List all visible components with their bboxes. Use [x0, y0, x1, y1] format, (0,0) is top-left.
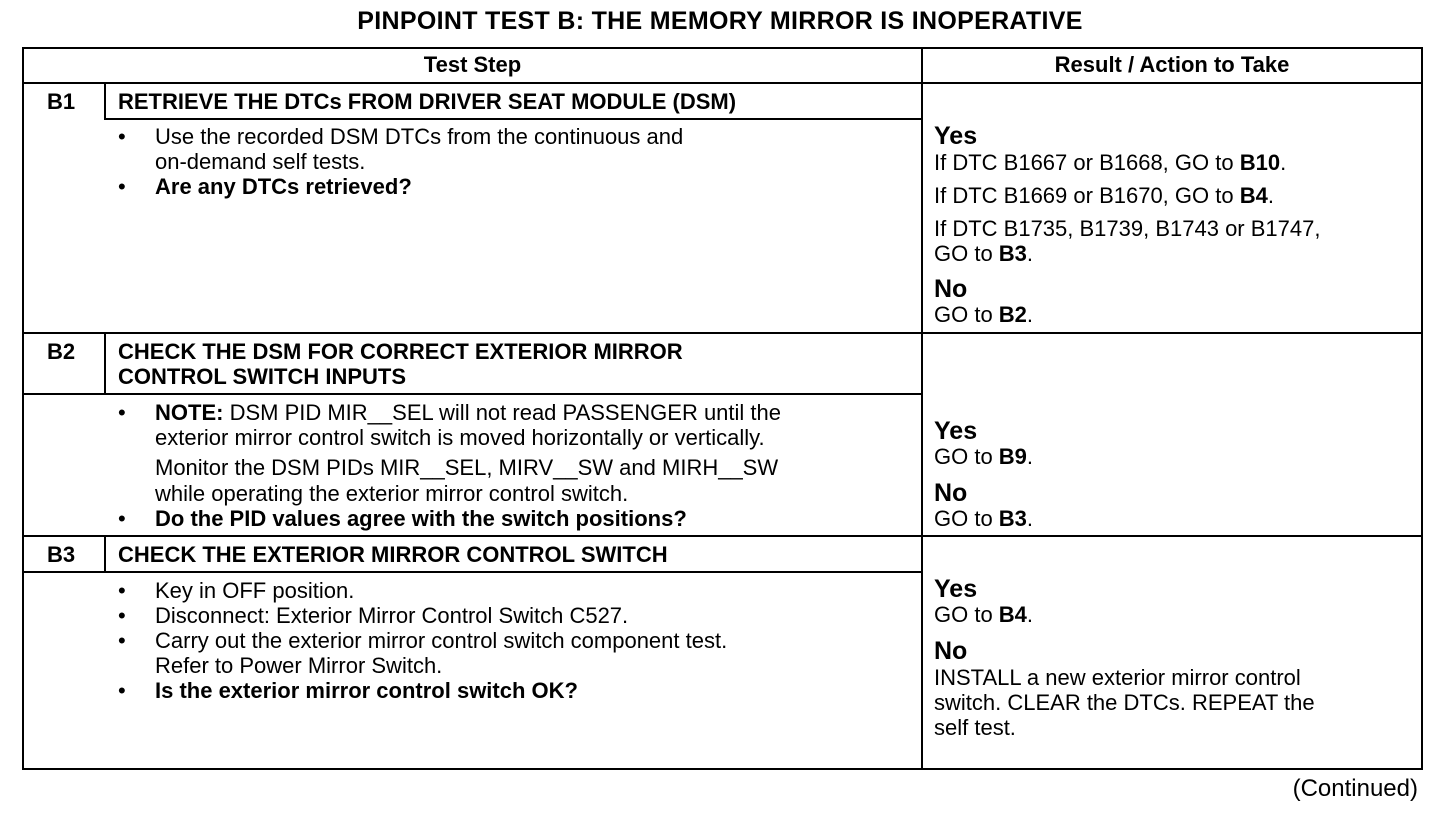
step-id-divider — [104, 84, 106, 120]
step-instruction: on-demand self tests. — [155, 149, 366, 174]
bullet: • — [118, 506, 126, 531]
step-id: B3 — [47, 542, 76, 567]
step-instruction: Carry out the exterior mirror control switch component test. — [155, 628, 728, 653]
result-no-action: switch. CLEAR the DTCs. REPEAT the — [934, 690, 1315, 715]
result-yes-action: If DTC B1735, B1739, B1743 or B1747, — [934, 216, 1321, 241]
bullet: • — [118, 678, 126, 703]
continued-note: (Continued) — [1292, 775, 1418, 802]
result-no-action: GO to B2. — [934, 302, 1034, 327]
result-yes-action: GO to B3. — [934, 241, 1034, 266]
step-instruction: while operating the exterior mirror control switch. — [155, 481, 629, 506]
step-instruction: Refer to Power Mirror Switch. — [155, 653, 443, 678]
bullet: • — [118, 174, 126, 199]
step-heading: RETRIEVE THE DTCs FROM DRIVER SEAT MODULE (DSM) — [118, 89, 737, 114]
bullet: • — [118, 400, 126, 425]
step-id-divider — [104, 334, 106, 395]
result-no-action: self test. — [934, 715, 1016, 740]
step-instruction: Key in OFF position. — [155, 578, 355, 603]
step-heading: CONTROL SWITCH INPUTS — [118, 364, 407, 389]
step-id-divider — [104, 537, 106, 573]
step-question: Do the PID values agree with the switch positions? — [155, 506, 687, 531]
result-no-label: No — [934, 275, 968, 303]
result-no-label: No — [934, 637, 968, 665]
column-header-result: Result / Action to Take — [1054, 52, 1290, 77]
bullet: • — [118, 603, 126, 628]
step-instruction: Use the recorded DSM DTCs from the continuous and — [155, 124, 684, 149]
result-no-action: GO to B3. — [934, 506, 1034, 531]
step-note: NOTE: DSM PID MIR__SEL will not read PASSENGER until the — [155, 400, 781, 425]
header-divider — [22, 82, 1423, 84]
row-divider-b2 — [22, 535, 1423, 537]
bullet: • — [118, 628, 126, 653]
result-yes-label: Yes — [934, 417, 978, 445]
row-divider-b1 — [22, 332, 1423, 334]
step-heading: CHECK THE EXTERIOR MIRROR CONTROL SWITCH — [118, 542, 668, 567]
result-no-label: No — [934, 479, 968, 507]
column-divider — [921, 47, 923, 770]
heading-underline — [22, 571, 921, 573]
bullet: • — [118, 124, 126, 149]
heading-underline — [22, 393, 921, 395]
step-id: B1 — [47, 89, 76, 114]
step-question: Is the exterior mirror control switch OK? — [155, 678, 578, 703]
heading-underline — [104, 118, 921, 120]
column-header-test-step: Test Step — [423, 52, 522, 77]
result-yes-label: Yes — [934, 122, 978, 150]
step-question: Are any DTCs retrieved? — [155, 174, 412, 199]
step-instruction: Monitor the DSM PIDs MIR__SEL, MIRV__SW and MIRH__SW — [155, 455, 779, 480]
result-yes-label: Yes — [934, 575, 978, 603]
result-yes-action: GO to B4. — [934, 602, 1034, 627]
result-no-action: INSTALL a new exterior mirror control — [934, 665, 1301, 690]
result-yes-action: GO to B9. — [934, 444, 1034, 469]
result-yes-action: If DTC B1669 or B1670, GO to B4. — [934, 183, 1274, 208]
result-yes-action: If DTC B1667 or B1668, GO to B10. — [934, 150, 1287, 175]
step-instruction: Disconnect: Exterior Mirror Control Switch C527. — [155, 603, 629, 628]
bullet: • — [118, 578, 126, 603]
step-id: B2 — [47, 339, 76, 364]
step-heading: CHECK THE DSM FOR CORRECT EXTERIOR MIRROR — [118, 339, 683, 364]
page-title: PINPOINT TEST B: THE MEMORY MIRROR IS INOPERATIVE — [357, 7, 1083, 35]
step-note: exterior mirror control switch is moved horizontally or vertically. — [155, 425, 765, 450]
